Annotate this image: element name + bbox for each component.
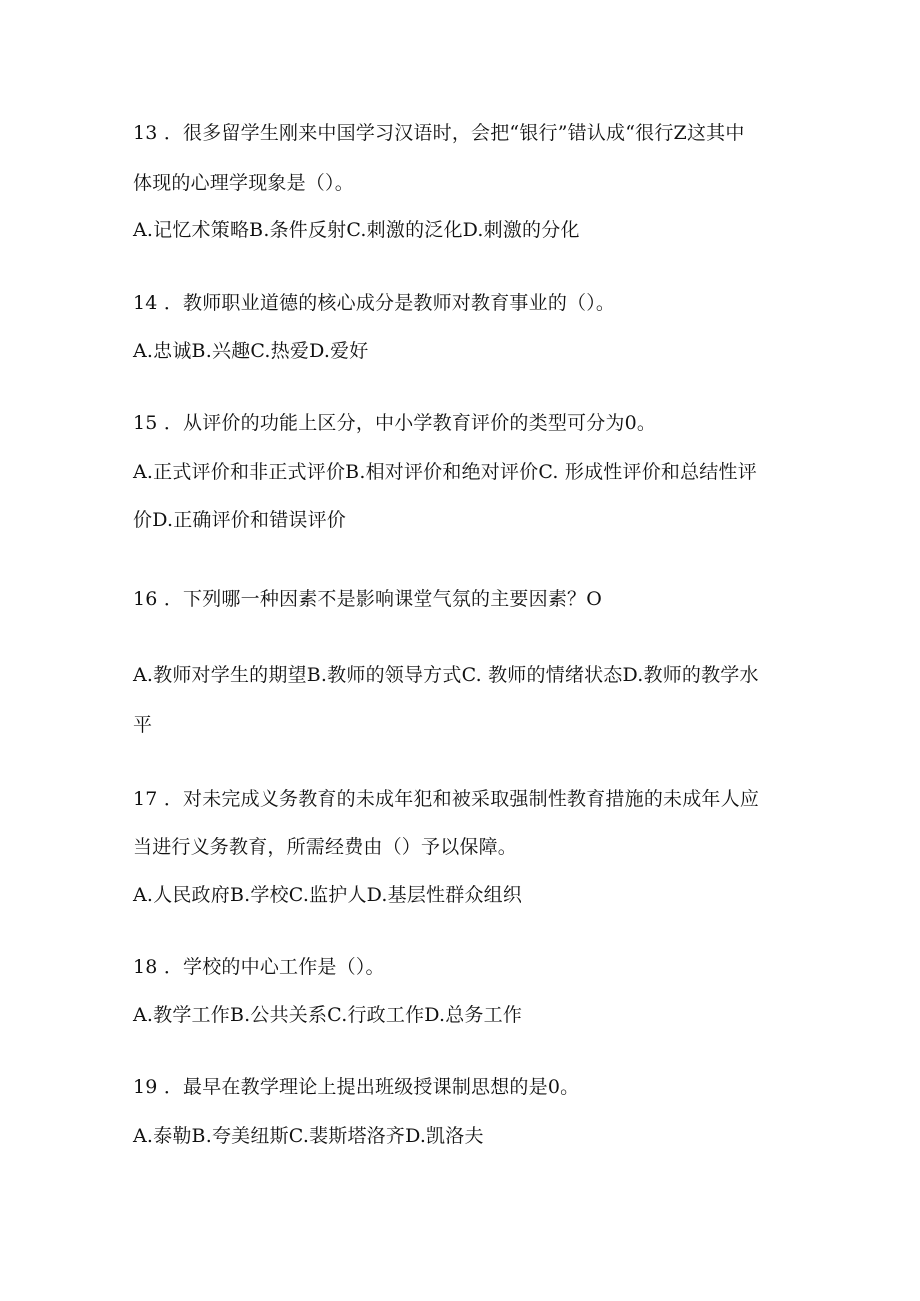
- question-17-stem-line-1: 17 ．对未完成义务教育的未成年犯和被采取强制性教育措施的未成年人应: [133, 788, 760, 810]
- question-13-stem-line-2: 体现的心理学现象是（）。: [133, 172, 354, 194]
- question-17-stem-line-2: 当进行义务教育，所需经费由（）予以保障。: [133, 836, 518, 858]
- question-16-options-line-2: 平: [133, 714, 153, 736]
- question-14-options: A.忠诚B.兴趣C.热爱D.爱好: [133, 340, 369, 362]
- question-14-stem: 14 ．教师职业道德的核心成分是教师对教育事业的（）。: [133, 292, 616, 314]
- question-17-options: A.人民政府B.学校C.监护人D.基层性群众组织: [133, 884, 523, 906]
- question-19-stem: 19 ．最早在教学理论上提出班级授课制思想的是0。: [133, 1076, 580, 1098]
- question-15-stem: 15 ．从评价的功能上区分，中小学教育评价的类型可分为0。: [133, 412, 657, 434]
- question-19-options: A.泰勒B.夸美纽斯C.裴斯塔洛齐D.凯洛夫: [133, 1125, 484, 1147]
- question-16-stem: 16 ．下列哪一种因素不是影响课堂气氛的主要因素？O: [133, 588, 602, 610]
- question-13-options: A.记忆术策略B.条件反射C.刺激的泛化D.刺激的分化: [133, 219, 580, 241]
- question-16-options-line-1: A.教师对学生的期望B.教师的领导方式C. 教师的情绪状态D.教师的教学水: [133, 664, 759, 686]
- question-15-options-line-1: A.正式评价和非正式评价B.相对评价和绝对评价C. 形成性评价和总结性评: [133, 461, 757, 483]
- question-18-stem: 18 ．学校的中心工作是（）。: [133, 956, 385, 978]
- question-18-options: A.教学工作B.公共关系C.行政工作D.总务工作: [133, 1004, 523, 1026]
- question-13-stem-line-1: 13 ．很多留学生刚来中国学习汉语时，会把“银行”错认成“很行Z这其中: [133, 122, 745, 144]
- question-15-options-line-2: 价D.正确评价和错误评价: [133, 509, 346, 531]
